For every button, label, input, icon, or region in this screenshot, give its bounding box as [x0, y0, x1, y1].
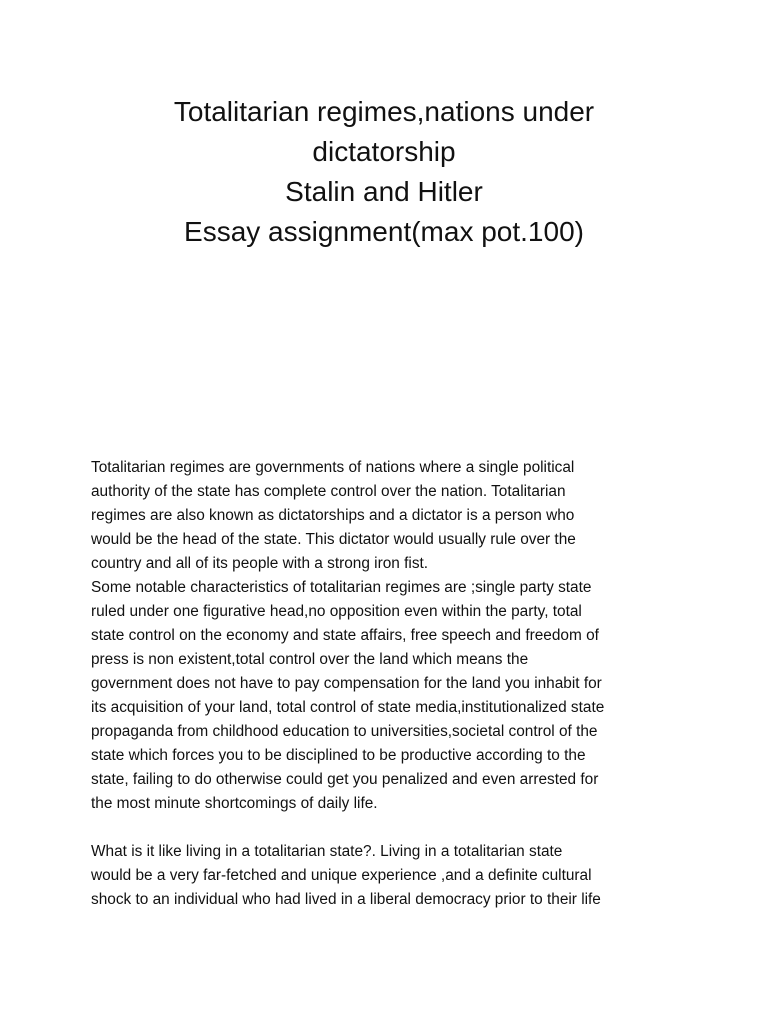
title-line-4: Essay assignment(max pot.100) — [184, 216, 584, 247]
text-line: the most minute shortcomings of daily life. — [91, 795, 378, 812]
text-line: ruled under one figurative head,no opposition even within the party, total — [91, 603, 582, 620]
title-line-1: Totalitarian regimes,nations under — [173, 96, 595, 127]
text-line: state which forces you to be disciplined to be productive according to the — [91, 747, 586, 764]
text-line: Some notable characteristics of totalitarian regimes are ;single party state — [91, 579, 592, 596]
paragraph-3 — [91, 840, 691, 912]
text-line: regimes are also known as dictatorships and a dictator is a person who — [91, 507, 575, 524]
title-line-2: dictatorship — [312, 136, 456, 167]
text-line: its acquisition of your land, total control of state media,institutionalized state — [91, 699, 605, 716]
text-line: would be the head of the state. This dictator would usually rule over the — [91, 531, 576, 548]
text-line: What is it like living in a totalitarian state?. Living in a totalitarian state — [91, 843, 563, 860]
document-title — [0, 92, 768, 252]
text-line: Totalitarian regimes are governments of nations where a single political — [91, 459, 575, 476]
text-line: state, failing to do otherwise could get you penalized and even arrested for — [91, 771, 599, 788]
text-line: propaganda from childhood education to universities,societal control of the — [91, 723, 598, 740]
paragraph-2 — [91, 576, 691, 816]
text-line: shock to an individual who had lived in a liberal democracy prior to their life — [91, 891, 601, 908]
text-line: country and all of its people with a strong iron fist. — [91, 555, 429, 572]
paragraph-1 — [91, 456, 691, 576]
text-line: authority of the state has complete control over the nation. Totalitarian — [91, 483, 566, 500]
text-line: government does not have to pay compensation for the land you inhabit for — [91, 675, 602, 692]
paragraph-spacer — [91, 816, 691, 840]
text-line: would be a very far-fetched and unique experience ,and a definite cultural — [91, 867, 592, 884]
text-line: state control on the economy and state affairs, free speech and freedom of — [91, 627, 599, 644]
essay-body — [91, 456, 691, 912]
text-line: press is non existent,total control over the land which means the — [91, 651, 529, 668]
title-line-3: Stalin and Hitler — [285, 176, 483, 207]
